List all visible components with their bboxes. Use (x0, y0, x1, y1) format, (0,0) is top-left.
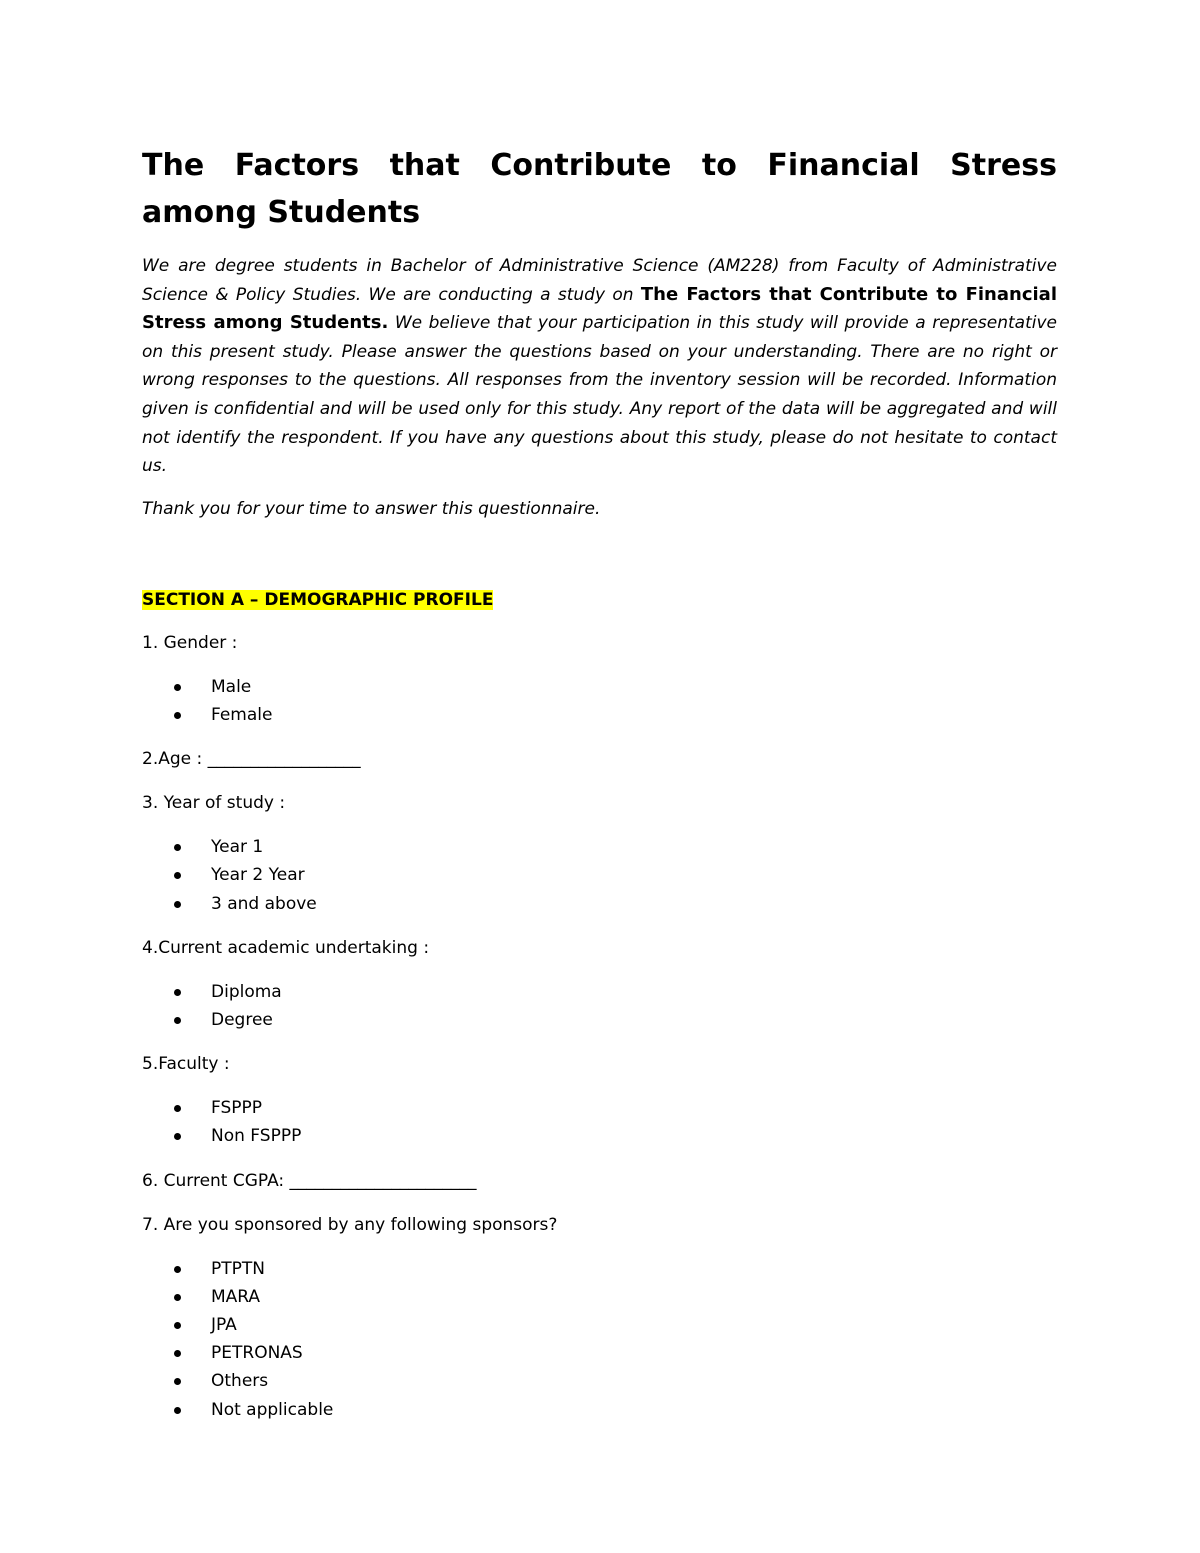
intro-text-part1: We are degree students in Bachelor of Administrative Science (AM228) from Faculty of Administrative Science & Policy Studies. We are conducting a study on (142, 256, 1057, 305)
section-a-heading-text: SECTION A – DEMOGRAPHIC PROFILE (142, 589, 494, 610)
bullet-icon (174, 1133, 181, 1140)
option-label: Diploma (211, 981, 282, 1002)
intro-emphasis: The Factors that Contribute to Financial Stress among Students. (142, 283, 1057, 334)
option-item[interactable] (142, 861, 1057, 889)
option-item[interactable] (142, 1006, 1057, 1034)
intro-paragraph (142, 252, 1057, 481)
option-label: FSPPP (211, 1098, 263, 1119)
bullet-icon (174, 901, 181, 908)
option-item[interactable] (142, 890, 1057, 918)
option-label: Degree (211, 1009, 273, 1030)
bullet-icon (174, 1294, 181, 1301)
bullet-icon (174, 989, 181, 996)
option-label: Female (211, 704, 273, 725)
bullet-icon (174, 844, 181, 851)
section-a-heading (142, 587, 1057, 613)
option-item[interactable] (142, 1367, 1057, 1395)
options-sponsors (142, 1255, 1057, 1424)
question-sponsors: 7. Are you sponsored by any following sponsors? (142, 1214, 558, 1235)
bullet-icon (174, 1407, 181, 1414)
option-label: MARA (211, 1286, 261, 1307)
document-title: The Factors that Contribute to Financial Stress among Students (142, 148, 1057, 230)
option-label: Non FSPPP (211, 1126, 302, 1147)
option-item[interactable] (142, 1283, 1057, 1311)
option-label: JPA (211, 1314, 237, 1335)
options-gender (142, 673, 1057, 729)
options-year-of-study (142, 833, 1057, 918)
question-faculty: 5.Faculty : (142, 1054, 230, 1075)
option-item[interactable] (142, 978, 1057, 1006)
option-item[interactable] (142, 1339, 1057, 1367)
option-item[interactable] (142, 1255, 1057, 1283)
option-item[interactable] (142, 1094, 1057, 1122)
bullet-icon (174, 1105, 181, 1112)
options-academic-undertaking (142, 978, 1057, 1034)
option-label: Not applicable (211, 1399, 334, 1420)
bullet-icon (174, 1350, 181, 1357)
option-item[interactable] (142, 701, 1057, 729)
question-cgpa[interactable]: 6. Current CGPA: ______________________ (142, 1170, 477, 1191)
question-year-of-study: 3. Year of study : (142, 793, 286, 814)
intro-text-part2: We believe that your participation in this study will provide a representative on this present study. Please answer the questions based on your understanding. There are no right or wrong responses to the questions. All responses from the inventory session will be recorded. Information given is confidential and will be used only for this study. Any report of the data will be aggregated and will not identify the respondent. If you have any questions about this study, please do not hesitate to contact us. (142, 313, 1057, 477)
bullet-icon (174, 1266, 181, 1273)
option-label: Year 1 (211, 837, 264, 858)
option-item[interactable] (142, 1311, 1057, 1339)
options-faculty (142, 1094, 1057, 1150)
option-item[interactable] (142, 1122, 1057, 1150)
question-age[interactable]: 2.Age : __________________ (142, 749, 361, 770)
bullet-icon (174, 684, 181, 691)
option-label: Others (211, 1371, 269, 1392)
option-item[interactable] (142, 833, 1057, 861)
option-label: PETRONAS (211, 1343, 303, 1364)
bullet-icon (174, 872, 181, 879)
option-label: PTPTN (211, 1258, 265, 1279)
option-label: Year 2 Year (211, 865, 305, 886)
question-gender: 1. Gender : (142, 632, 238, 653)
option-item[interactable] (142, 673, 1057, 701)
bullet-icon (174, 712, 181, 719)
bullet-icon (174, 1378, 181, 1385)
question-academic-undertaking: 4.Current academic undertaking : (142, 937, 430, 958)
option-item[interactable] (142, 1396, 1057, 1424)
bullet-icon (174, 1322, 181, 1329)
option-label: 3 and above (211, 893, 317, 914)
thanks-note: Thank you for your time to answer this questionnaire. (142, 498, 601, 519)
bullet-icon (174, 1017, 181, 1024)
option-label: Male (211, 676, 252, 697)
